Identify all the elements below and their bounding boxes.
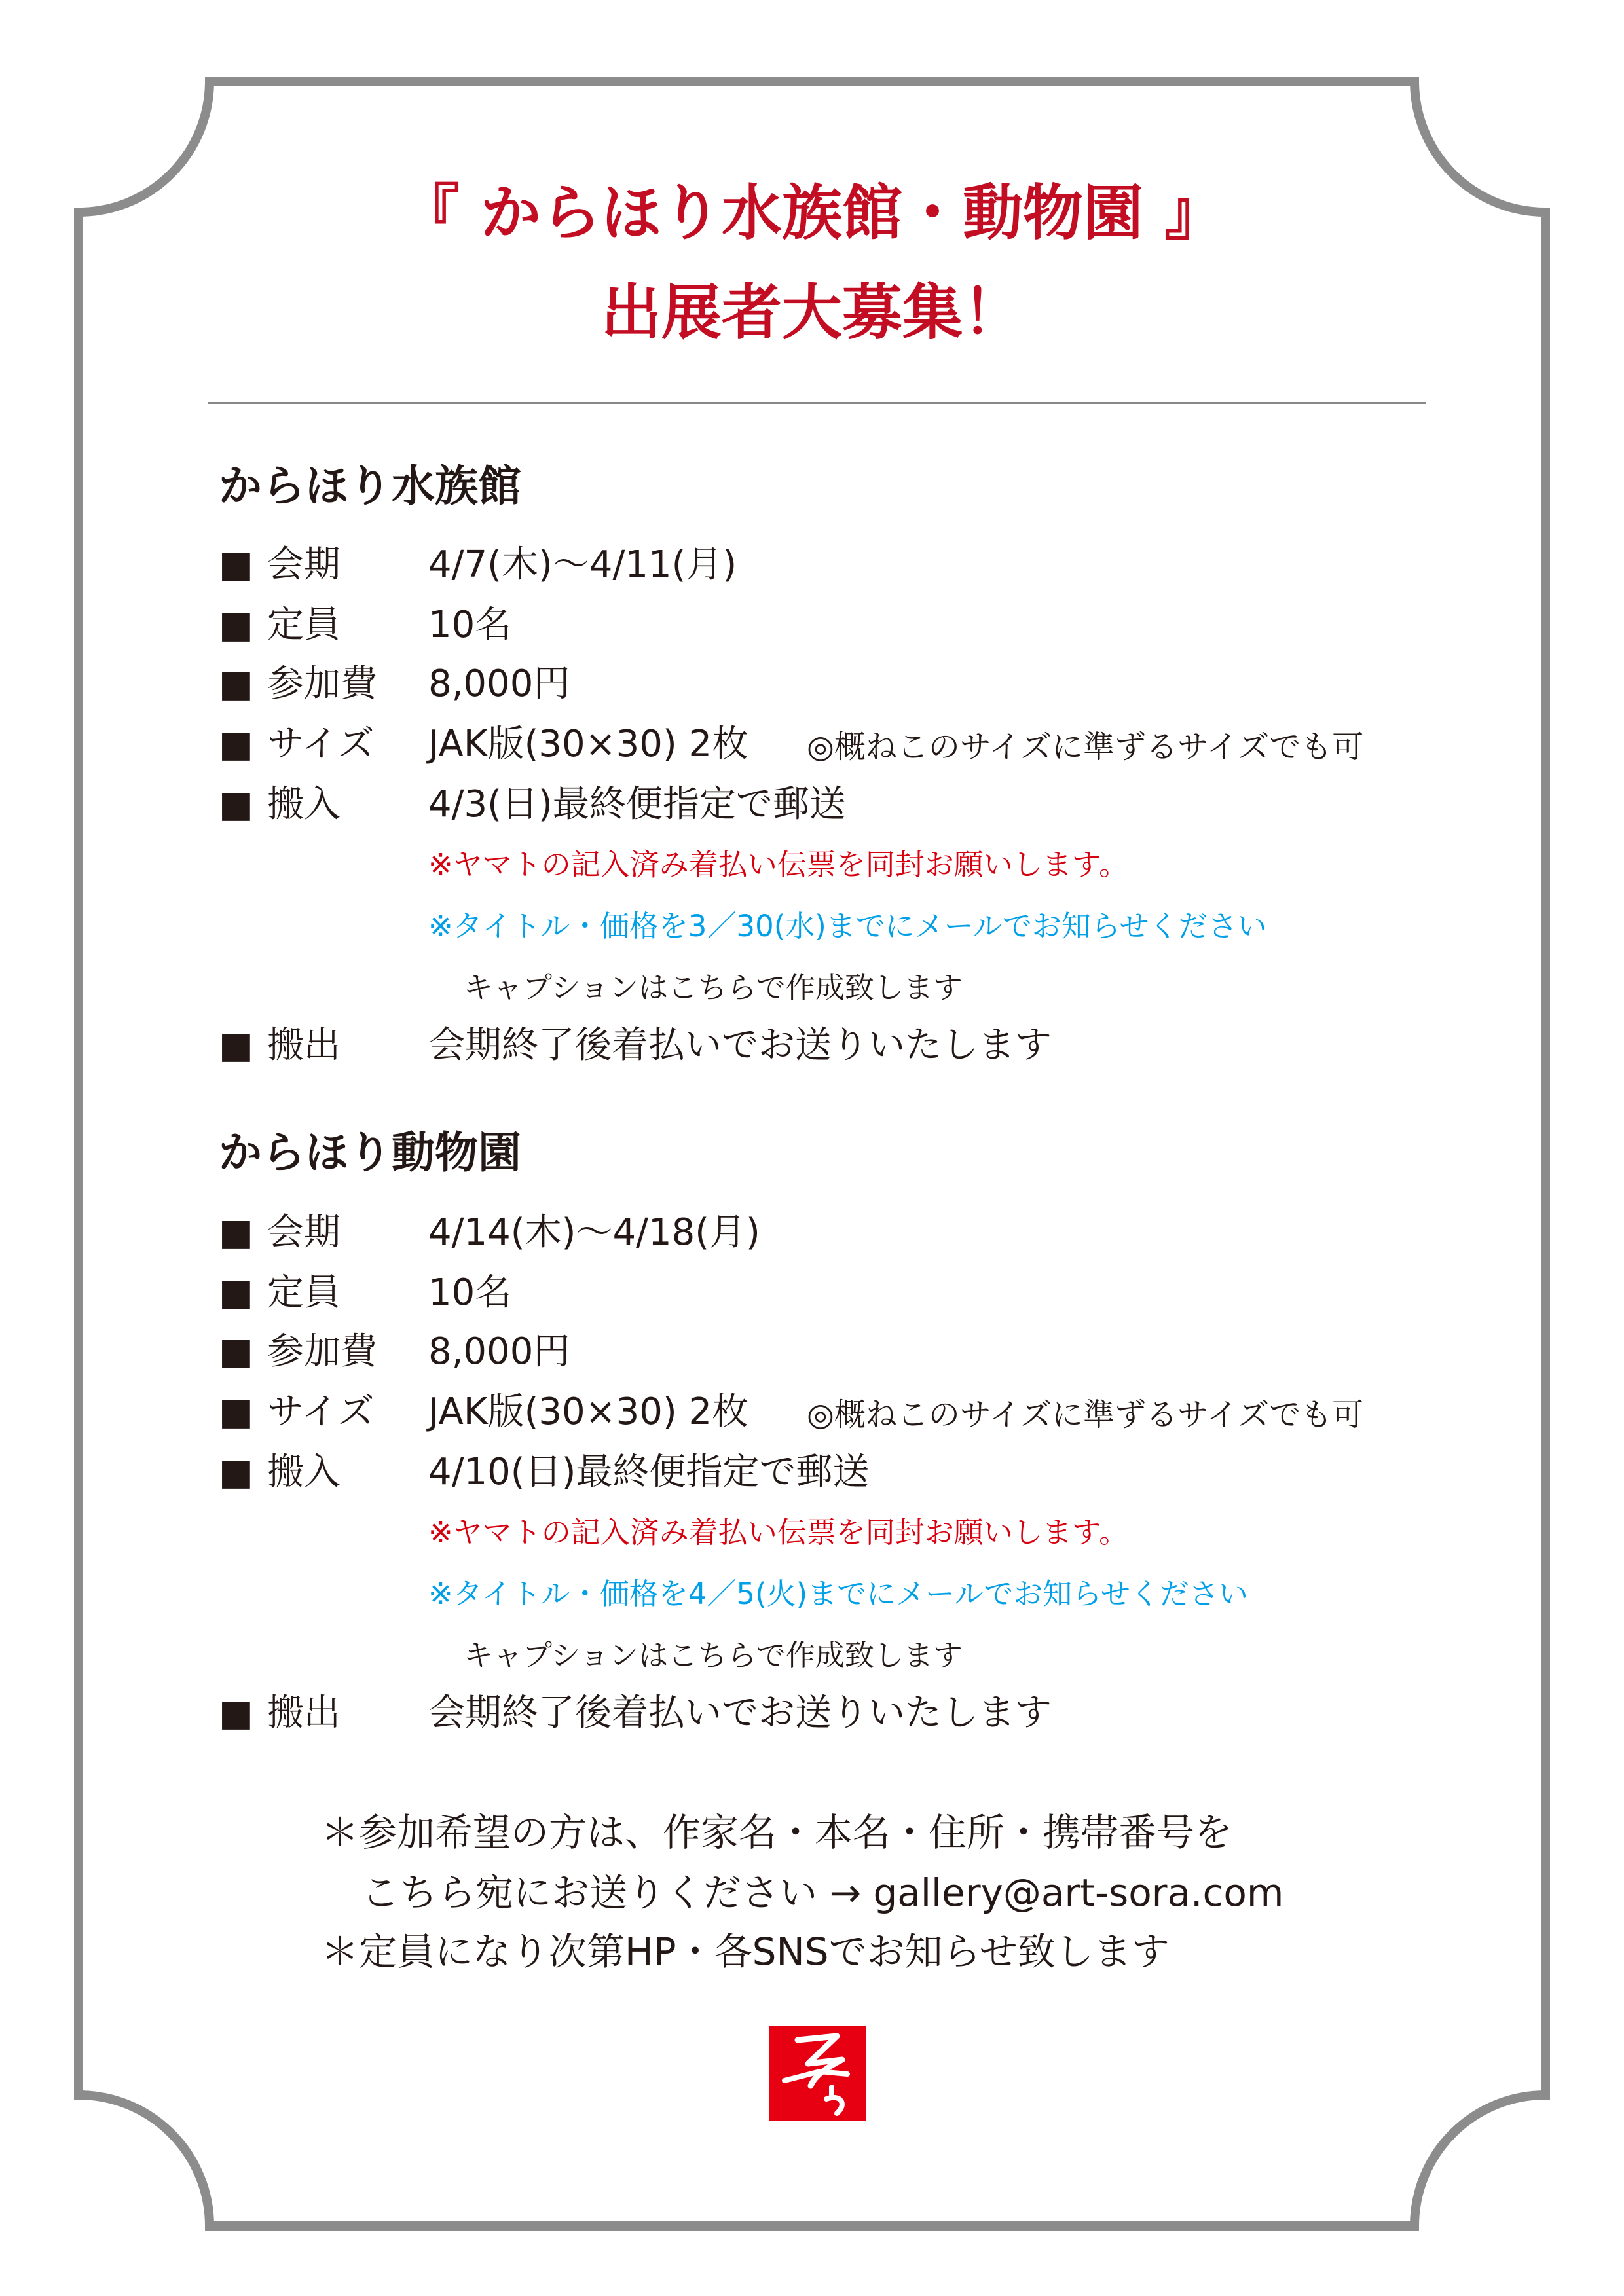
bullet-square: ■ xyxy=(219,1271,253,1314)
divider xyxy=(208,402,1426,404)
row-label: サイズ xyxy=(267,723,375,765)
bullet-square: ■ xyxy=(219,1451,253,1493)
section-heading-aquarium: からほり水族館 xyxy=(219,461,521,511)
row-value: 4/10(日)最終便指定で郵送 xyxy=(428,1451,870,1493)
sora-logo-mark xyxy=(769,2026,866,2121)
bullet-square: ■ xyxy=(219,663,253,705)
row-value: 会期終了後着払いでお送りいたします xyxy=(428,1024,1052,1066)
row-value: 4/3(日)最終便指定で郵送 xyxy=(428,783,846,826)
bullet-square: ■ xyxy=(219,1024,253,1066)
row-value: JAK版(30×30) 2枚 xyxy=(428,1391,749,1433)
row-label: 搬出 xyxy=(267,1024,341,1066)
row-value: 10名 xyxy=(428,1271,512,1314)
row-value: 10名 xyxy=(428,604,512,646)
row-label: 参加費 xyxy=(267,663,377,705)
note-title-price: ※タイトル・価格を4／5(火)までにメールでお知らせください xyxy=(428,1576,1248,1611)
bullet-square: ■ xyxy=(219,1692,253,1734)
row-label: 搬入 xyxy=(267,1451,341,1493)
bullet-square: ■ xyxy=(219,604,253,646)
footer-contact-email: こちら宛にお送りください → gallery@art-sora.com xyxy=(361,1870,1284,1915)
sora-logo xyxy=(769,2026,866,2121)
row-label: 定員 xyxy=(267,1271,341,1314)
note-caption: キャプションはこちらで作成致します xyxy=(464,970,963,1005)
bullet-square: ■ xyxy=(219,543,253,586)
note-title-price: ※タイトル・価格を3／30(水)までにメールでお知らせください xyxy=(428,909,1267,943)
row-value: JAK版(30×30) 2枚 xyxy=(428,723,749,765)
footer-capacity-note: ＊定員になり次第HP・各SNSでお知らせ致します xyxy=(321,1929,1170,1974)
page-title-line-1: 『 からほり水族館・動物園 』 xyxy=(399,178,1225,248)
row-label: 搬入 xyxy=(267,783,341,826)
row-note: ◎概ねこのサイズに準ずるサイズでも可 xyxy=(807,1396,1364,1433)
section-heading-zoo: からほり動物園 xyxy=(219,1127,521,1178)
row-label: サイズ xyxy=(267,1391,375,1433)
note-yamato: ※ヤマトの記入済み着払い伝票を同封お願いします。 xyxy=(428,1515,1129,1550)
bullet-square: ■ xyxy=(219,783,253,826)
row-label: 会期 xyxy=(267,543,341,586)
bullet-square: ■ xyxy=(219,723,253,765)
bullet-square: ■ xyxy=(219,1330,253,1373)
row-value: 8,000円 xyxy=(428,1330,570,1373)
note-caption: キャプションはこちらで作成致します xyxy=(464,1638,963,1673)
row-value: 4/7(木)〜4/11(月) xyxy=(428,543,737,586)
row-label: 会期 xyxy=(267,1211,341,1254)
note-yamato: ※ヤマトの記入済み着払い伝票を同封お願いします。 xyxy=(428,847,1129,882)
footer-apply-note: ＊参加希望の方は、作家名・本名・住所・携帯番号を xyxy=(321,1810,1233,1855)
row-value: 8,000円 xyxy=(428,663,570,705)
bullet-square: ■ xyxy=(219,1211,253,1254)
row-label: 搬出 xyxy=(267,1692,341,1734)
page-title-line-2: 出展者大募集！ xyxy=(600,278,1023,348)
row-label: 参加費 xyxy=(267,1330,377,1373)
row-label: 定員 xyxy=(267,604,341,646)
row-value: 4/14(木)〜4/18(月) xyxy=(428,1211,760,1254)
row-value: 会期終了後着払いでお送りいたします xyxy=(428,1692,1052,1734)
bullet-square: ■ xyxy=(219,1391,253,1433)
row-note: ◎概ねこのサイズに準ずるサイズでも可 xyxy=(807,729,1364,765)
